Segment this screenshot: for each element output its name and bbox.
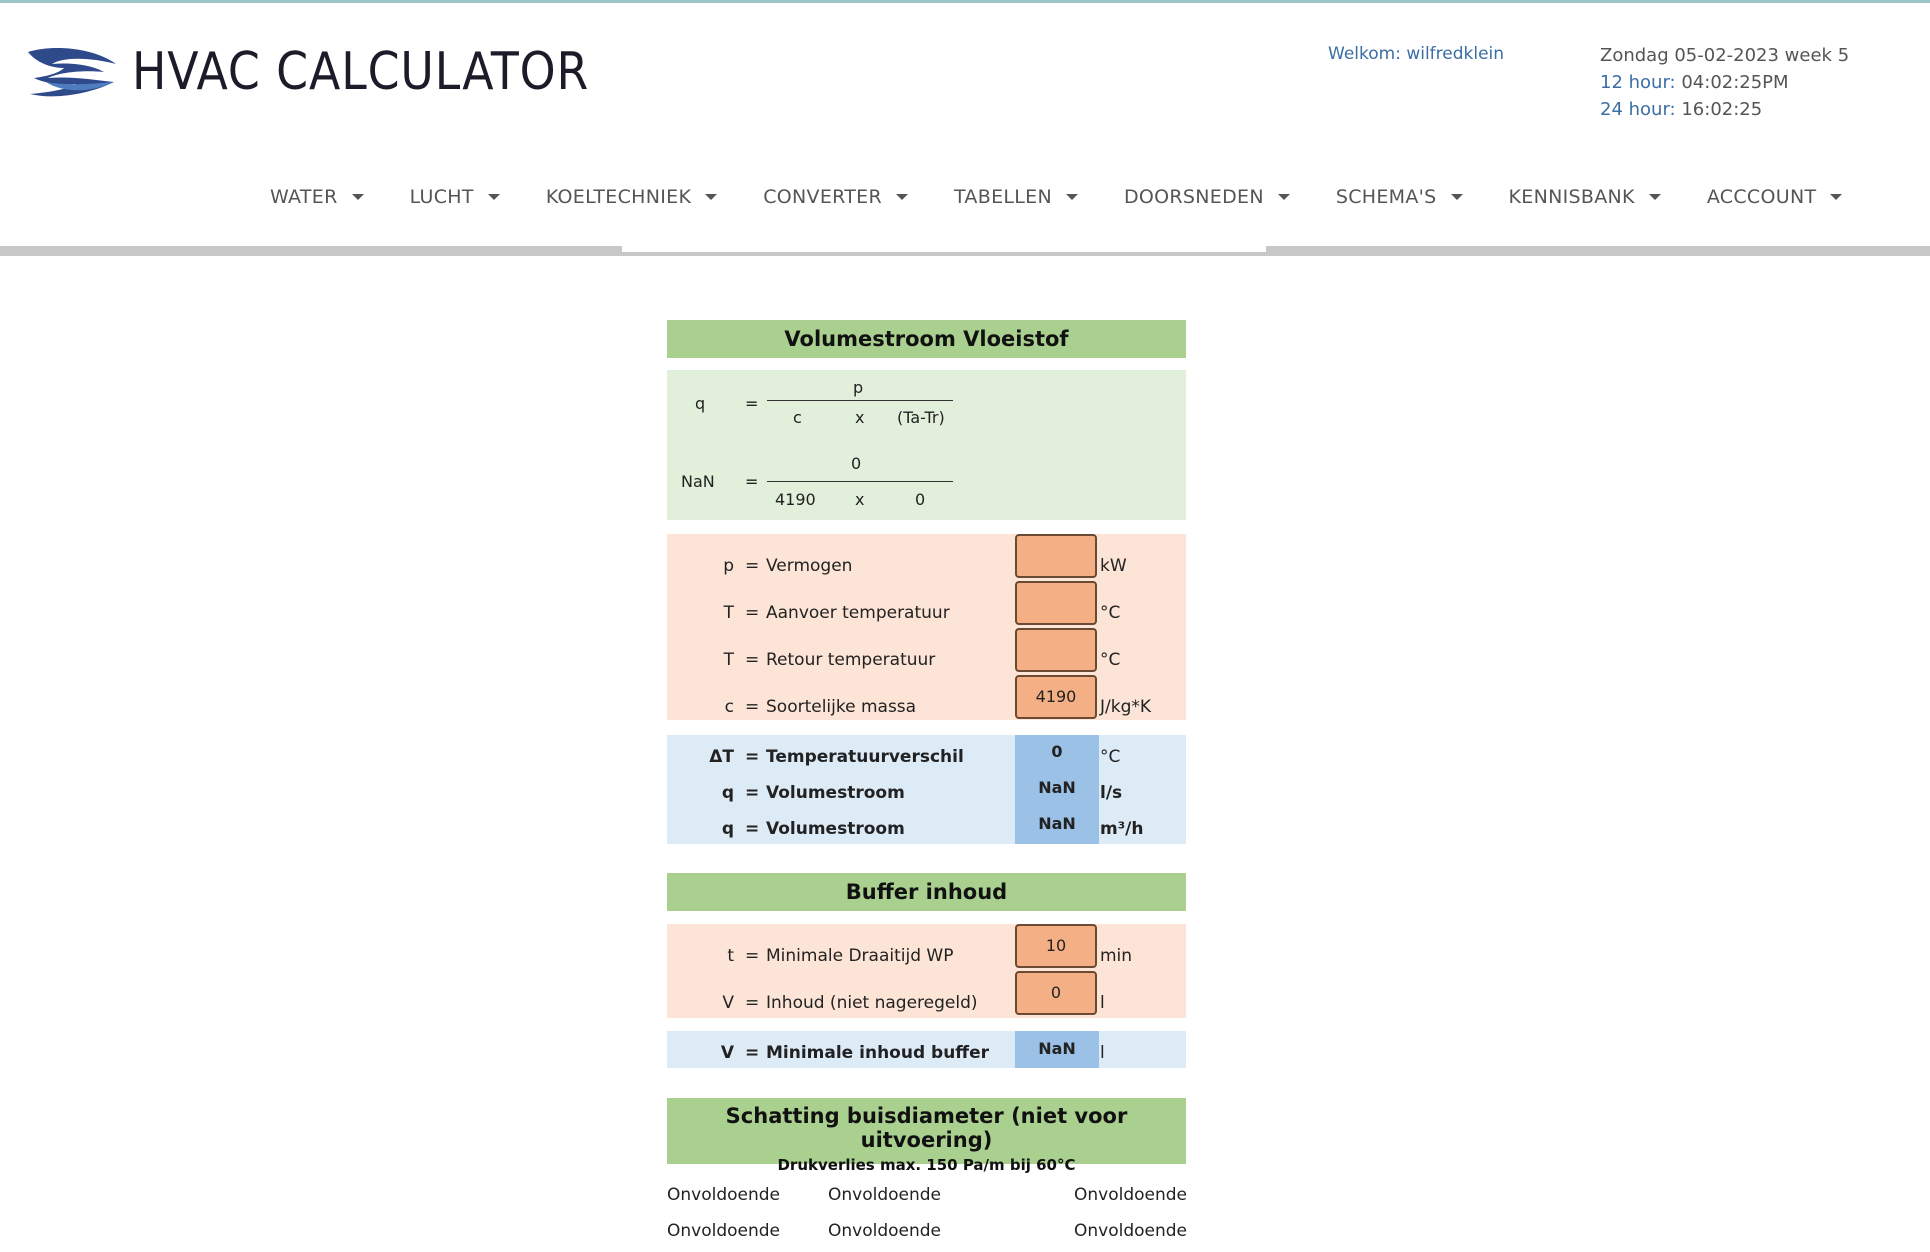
volumestroom-m3h-value: NaN [1038, 814, 1076, 833]
top-border [0, 0, 1930, 3]
output-sym-q2: q [721, 819, 734, 839]
unit-jkgk: J/kg*K [1100, 697, 1152, 717]
formula-c-val: 4190 [775, 490, 816, 509]
input-label-retour: Retour temperatuur [766, 650, 936, 670]
unit-l: l [1100, 993, 1105, 1013]
nav-converter[interactable]: CONVERTER [763, 182, 908, 212]
buffer-label-draaitijd: Minimale Draaitijd WP [766, 946, 954, 966]
equals-sign: = [745, 783, 760, 803]
date-line: Zondag 05-02-2023 week 5 [1600, 45, 1850, 66]
soortelijke-massa-input[interactable]: 4190 [1015, 675, 1097, 719]
diameter-result: Onvoldoende [828, 1221, 942, 1241]
equals-sign: = [745, 603, 760, 623]
input-sym-p: p [723, 556, 734, 576]
equals-sign: = [745, 747, 760, 767]
formula-num: 0 [851, 454, 862, 473]
unit-ls: l/s [1100, 783, 1123, 803]
diameter-result: Onvoldoende [828, 1185, 942, 1205]
date-time-box [1600, 42, 1849, 123]
unit-l-2: l [1100, 1043, 1105, 1063]
input-label-soortelijke: Soortelijke massa [766, 697, 917, 717]
logo-swoosh-icon [24, 42, 120, 102]
volumestroom-title: Volumestroom Vloeistof [667, 320, 1186, 358]
buffer-out-label: Minimale inhoud buffer [766, 1043, 989, 1063]
logo-text: HVAC CALCULATOR [132, 42, 590, 102]
unit-c-2: °C [1100, 650, 1121, 670]
diameter-result: Onvoldoende [1074, 1185, 1188, 1205]
tempverschil-value: 0 [1051, 742, 1063, 761]
formula-p: p [853, 378, 864, 397]
formula-x: x [855, 408, 865, 427]
equals-sign: = [745, 697, 760, 717]
formula-result: NaN [681, 472, 715, 491]
unit-min: min [1100, 946, 1133, 966]
chevron-down-icon [896, 194, 908, 200]
buffer-sym-t: t [727, 946, 734, 966]
nav-lucht[interactable]: LUCHT [410, 182, 500, 212]
equals-sign: = [745, 819, 760, 839]
nav-water[interactable]: WATER [270, 182, 364, 212]
schatting-subtitle: Drukverlies max. 150 Pa/m bij 60°C [777, 1156, 1076, 1174]
diameter-result: Onvoldoende [1074, 1221, 1188, 1241]
equals-sign: = [745, 993, 760, 1013]
output-sym-dt: ΔT [709, 747, 734, 767]
chevron-down-icon [1451, 194, 1463, 200]
nav-account[interactable]: ACCCOUNT [1707, 182, 1843, 212]
clock-12h: 12 hour: 04:02:25PM [1600, 72, 1789, 93]
formula-eq: = [745, 394, 759, 413]
output-label-volumestroom-ls: Volumestroom [766, 783, 905, 803]
chevron-down-icon [488, 194, 500, 200]
buffer-label-inhoud: Inhoud (niet nageregeld) [766, 993, 978, 1013]
output-label-tempverschil: Temperatuurverschil [766, 747, 964, 767]
site-logo[interactable] [24, 42, 652, 102]
chevron-down-icon [1066, 194, 1078, 200]
input-label-aanvoer: Aanvoer temperatuur [766, 603, 950, 623]
buffer-out-value: NaN [1038, 1039, 1076, 1058]
draaitijd-input[interactable]: 10 [1015, 924, 1097, 968]
buffer-title: Buffer inhoud [667, 873, 1186, 911]
nav-schemas[interactable]: SCHEMA'S [1336, 182, 1463, 212]
equals-sign: = [745, 650, 760, 670]
output-label-volumestroom-m3h: Volumestroom [766, 819, 905, 839]
nav-tabellen[interactable]: TABELLEN [954, 182, 1078, 212]
main-nav [270, 182, 1888, 212]
equals-sign: = [745, 1043, 760, 1063]
vermogen-input[interactable] [1015, 534, 1097, 578]
nav-doorsneden[interactable]: DOORSNEDEN [1124, 182, 1290, 212]
clock-24h: 24 hour: 16:02:25 [1600, 99, 1763, 120]
output-sym-q: q [721, 783, 734, 803]
welcome-user-link[interactable]: Welkom: wilfredklein [1328, 44, 1505, 64]
buffer-sym-v: V [722, 993, 734, 1013]
equals-sign: = [745, 946, 760, 966]
diameter-result: Onvoldoende [667, 1185, 781, 1205]
fraction-line-2 [767, 481, 953, 482]
fraction-line [767, 400, 953, 401]
chevron-down-icon [1278, 194, 1290, 200]
chevron-down-icon [705, 194, 717, 200]
schatting-title: Schatting buisdiameter (niet voor uitvoering) [725, 1104, 1128, 1152]
formula-q: q [695, 394, 706, 413]
chevron-down-icon [352, 194, 364, 200]
input-sym-c: c [724, 697, 734, 717]
inhoud-input[interactable]: 0 [1015, 971, 1097, 1015]
unit-c-3: °C [1100, 747, 1121, 767]
equals-sign: = [745, 556, 760, 576]
nav-divider-gap [622, 246, 1266, 252]
chevron-down-icon [1649, 194, 1661, 200]
formula-box [667, 370, 1186, 520]
unit-m3h: m³/h [1100, 819, 1144, 839]
unit-kw: kW [1100, 556, 1127, 576]
input-sym-ta: T [723, 603, 734, 623]
unit-c: °C [1100, 603, 1121, 623]
retour-temp-input[interactable] [1015, 628, 1097, 672]
volumestroom-ls-value: NaN [1038, 778, 1076, 797]
formula-c: c [793, 408, 802, 427]
formula-tatr: (Ta-Tr) [897, 408, 945, 427]
formula-dt-val: 0 [915, 490, 926, 509]
aanvoer-temp-input[interactable] [1015, 581, 1097, 625]
diameter-result: Onvoldoende [667, 1221, 781, 1241]
formula-eq2: = [745, 472, 759, 491]
nav-koeltechniek[interactable]: KOELTECHNIEK [546, 182, 717, 212]
buffer-out-sym: V [720, 1043, 734, 1063]
input-label-vermogen: Vermogen [766, 556, 853, 576]
nav-kennisbank[interactable]: KENNISBANK [1509, 182, 1661, 212]
schatting-header [667, 1098, 1186, 1174]
input-sym-tr: T [723, 650, 734, 670]
chevron-down-icon [1830, 194, 1842, 200]
formula-x2: x [855, 490, 865, 509]
